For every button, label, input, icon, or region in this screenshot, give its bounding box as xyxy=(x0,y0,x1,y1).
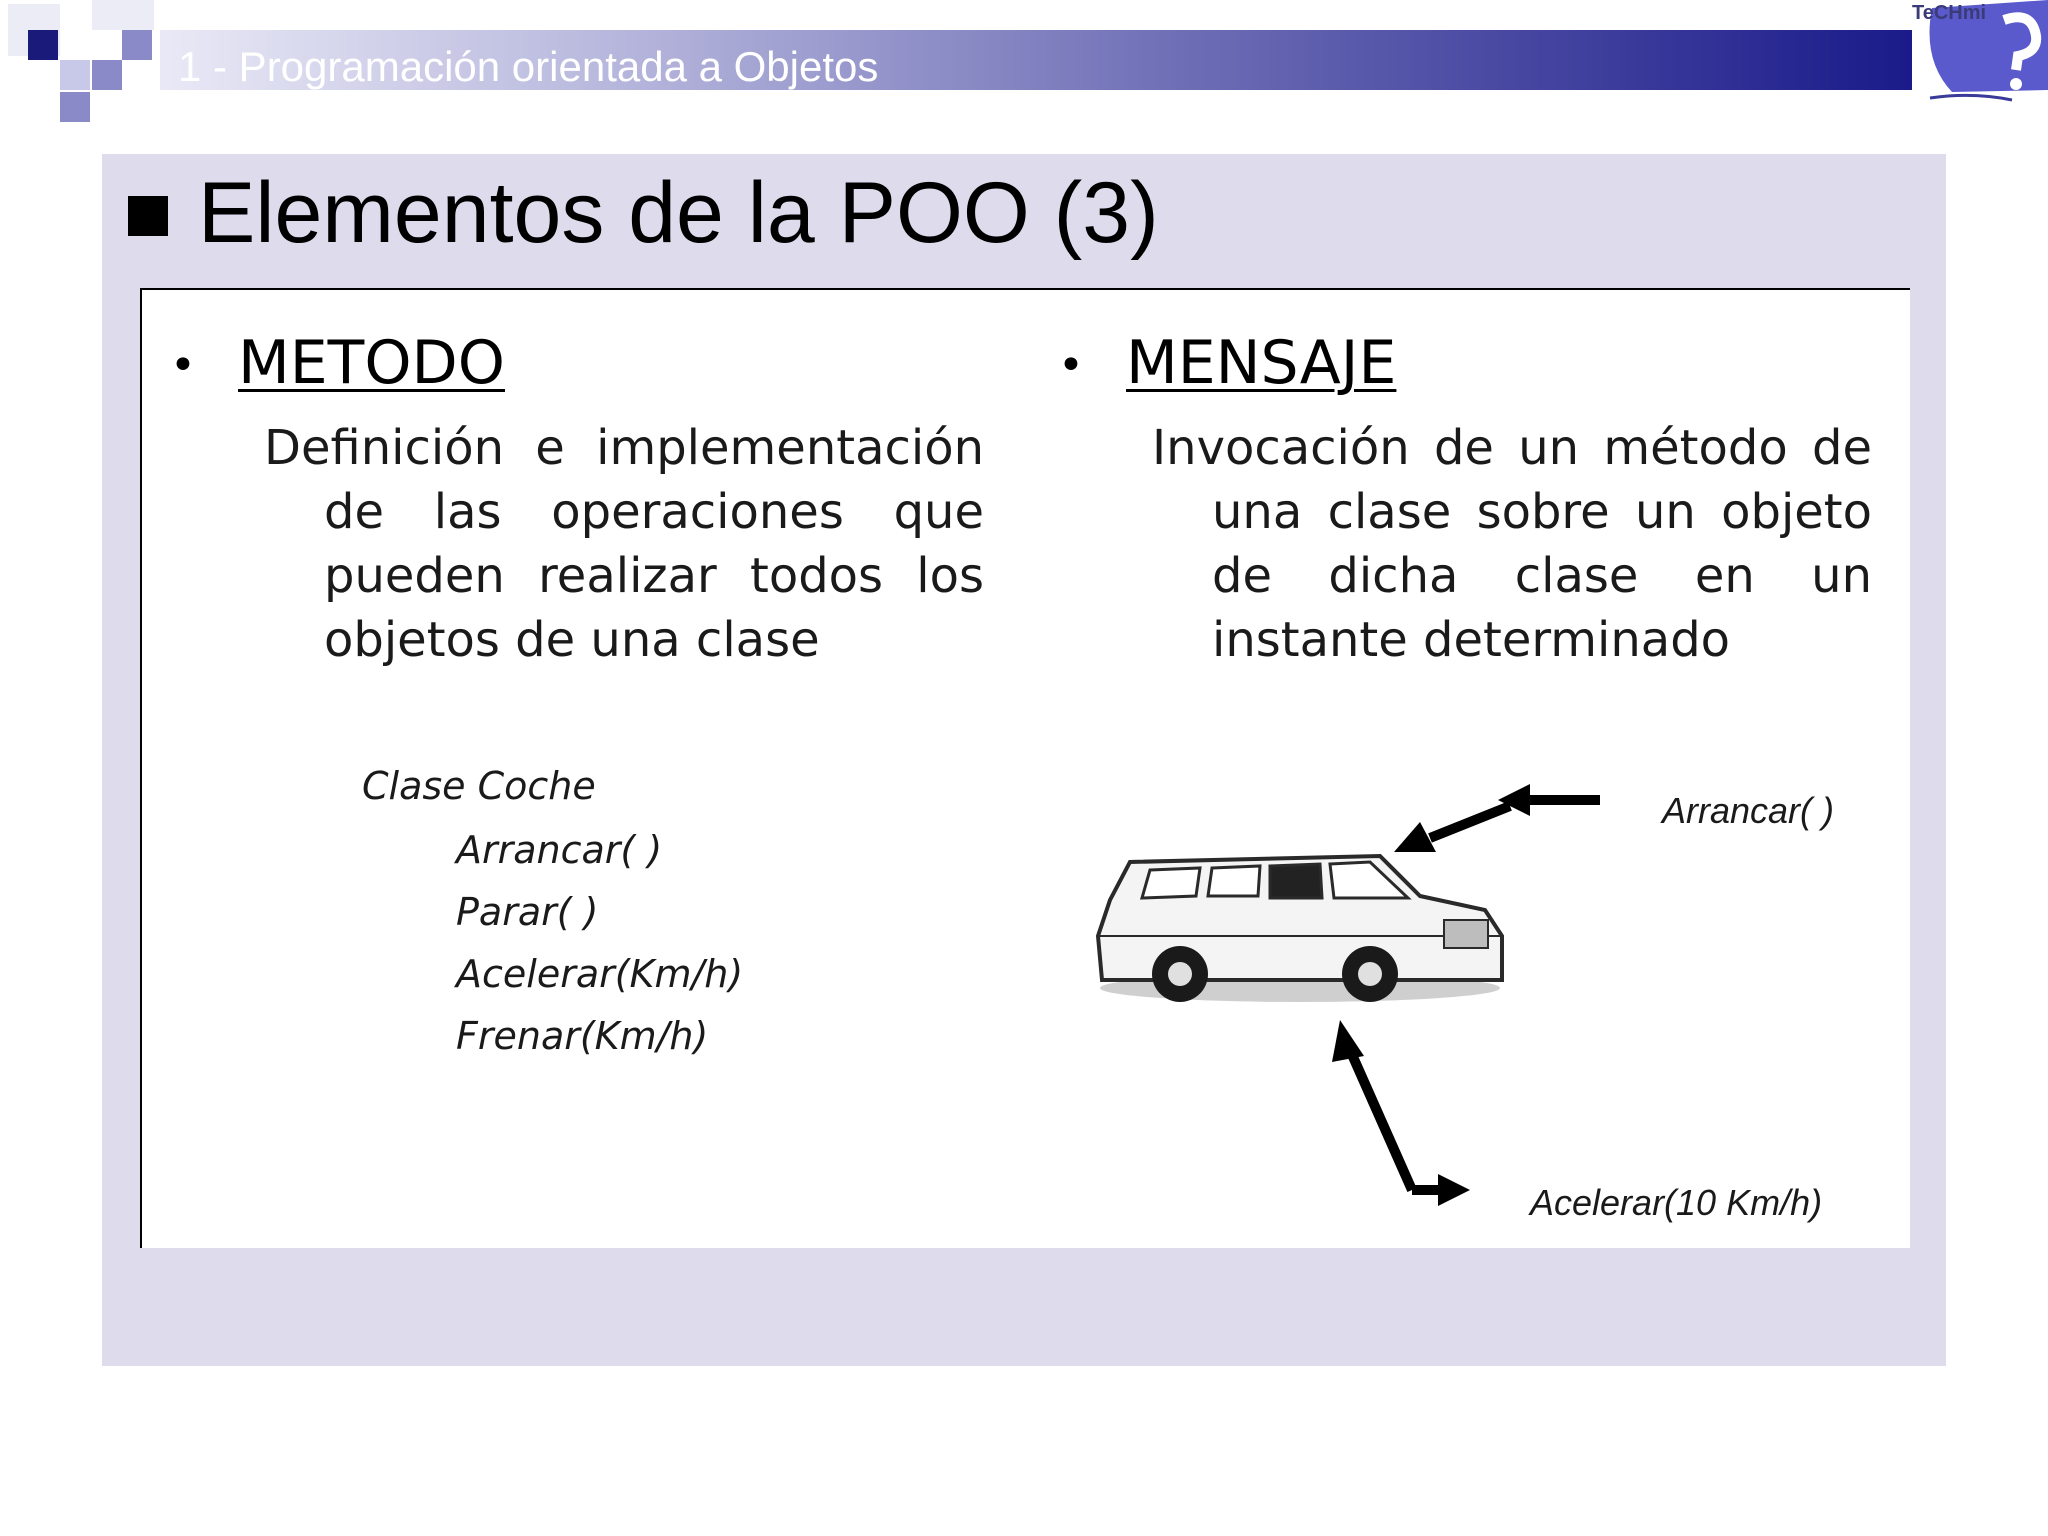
method-item: Parar( ) xyxy=(456,890,599,934)
metodo-def-line: Definición e implementación xyxy=(264,420,984,476)
slide-title: Elementos de la POO (3) xyxy=(198,165,1159,261)
mensaje-def-line: una clase sobre un objeto xyxy=(1212,484,1872,540)
metodo-bullet: • xyxy=(170,340,196,391)
corner-square xyxy=(28,30,58,60)
header-title: 1 - Programación orientada a Objetos xyxy=(178,43,879,90)
message-label: Arrancar( ) xyxy=(1662,790,1835,831)
corner-square xyxy=(60,92,90,122)
method-item: Arrancar( ) xyxy=(456,828,663,872)
mensaje-def-line: de dicha clase en un xyxy=(1212,548,1872,604)
corner-square xyxy=(92,0,154,30)
message-label: Acelerar(10 Km/h) xyxy=(1530,1182,1823,1223)
mensaje-bullet: • xyxy=(1058,340,1084,391)
metodo-def-line: pueden realizar todos los xyxy=(324,548,984,604)
mensaje-def-line: Invocación de un método de xyxy=(1152,420,1872,476)
arrow-icon xyxy=(1320,1010,1480,1220)
metodo-def-line: de las operaciones que xyxy=(324,484,984,540)
method-item: Acelerar(Km/h) xyxy=(456,952,744,996)
method-item: Frenar(Km/h) xyxy=(456,1014,709,1058)
car-illustration xyxy=(1090,840,1510,1010)
mensaje-heading: MENSAJE xyxy=(1126,328,1397,398)
metodo-heading: METODO xyxy=(238,328,505,398)
metodo-def-line: objetos de una clase xyxy=(324,612,820,668)
mensaje-def-line: instante determinado xyxy=(1212,612,1731,668)
arrow-icon xyxy=(1380,780,1620,860)
logo-text: TeCHmi xyxy=(1912,2,1987,24)
class-name: Clase Coche xyxy=(362,764,596,808)
corner-square xyxy=(122,30,152,60)
corner-square xyxy=(92,60,122,90)
title-bullet xyxy=(128,196,168,236)
corner-square xyxy=(60,60,90,90)
